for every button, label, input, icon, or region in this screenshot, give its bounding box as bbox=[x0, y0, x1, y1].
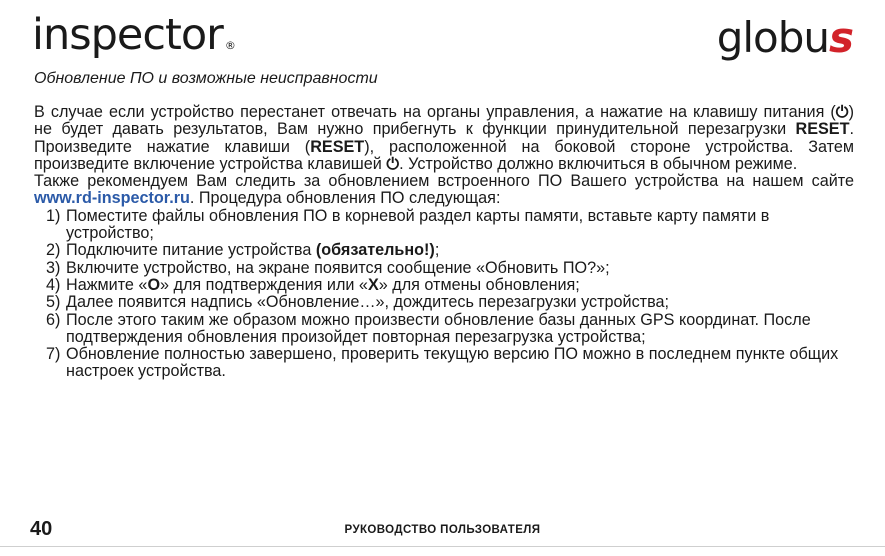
list-item: 2) Подключите питание устройства (обязательно!); bbox=[46, 241, 440, 260]
update-steps-list bbox=[34, 208, 854, 381]
footer-divider bbox=[0, 546, 885, 547]
update-paragraph: Также рекомендуем Вам следить за обновлением встроенного ПО Вашего устройства на нашем сайте www.rd-inspector.ru. Процедура обновления ПО следующая: bbox=[34, 172, 854, 208]
reset-key-label: RESET bbox=[310, 137, 365, 156]
list-item: 6) После этого таким же образом можно произвести обновление базы данных GPS координат. После подтверждения обновления произойдет повторная перезагрузка устройства; bbox=[46, 310, 811, 346]
body-text bbox=[34, 104, 854, 381]
intro-paragraph: В случае если устройство перестанет отвечать на органы управления, а нажатие на клавишу питания (⏻) не будет давать результатов, Вам нужно прибегнуть к функции принудительной перезагрузки RESET. Произведите нажатие клавиши (RESET), расположенной на боковой стороне устройства. Затем произведите включение устройства клавишей ⏻. Устройство должно включиться в обычном режиме. bbox=[34, 103, 854, 173]
globus-logo: globus bbox=[716, 13, 853, 62]
power-icon: ⏻ bbox=[835, 103, 849, 121]
reset-key-label: RESET bbox=[795, 120, 850, 139]
page-number: 40 bbox=[30, 518, 53, 540]
section-heading: Обновление ПО и возможные неисправности bbox=[34, 70, 378, 87]
footer-title: РУКОВОДСТВО ПОЛЬЗОВАТЕЛЯ bbox=[344, 524, 541, 536]
list-item: 7) Обновление полностью завершено, проверить текущую версию ПО можно в последнем пункте общих настроек устройства. bbox=[46, 345, 839, 381]
list-item: 5) Далее появится надпись «Обновление…», дождитесь перезагрузки устройства; bbox=[46, 293, 669, 312]
list-item: 3) Включите устройство, на экране появится сообщение «Обновить ПО?»; bbox=[46, 258, 610, 277]
website-link[interactable]: www.rd-inspector.ru bbox=[34, 189, 190, 208]
list-item: 1) Поместите файлы обновления ПО в корневой раздел карты памяти, вставьте карту памяти в устройство; bbox=[46, 206, 770, 243]
list-item: 4) Нажмите «O» для подтверждения или «X» для отмены обновления; bbox=[46, 275, 580, 294]
power-icon: ⏻ bbox=[386, 154, 400, 173]
inspector-logo: inspector ® bbox=[32, 10, 235, 60]
